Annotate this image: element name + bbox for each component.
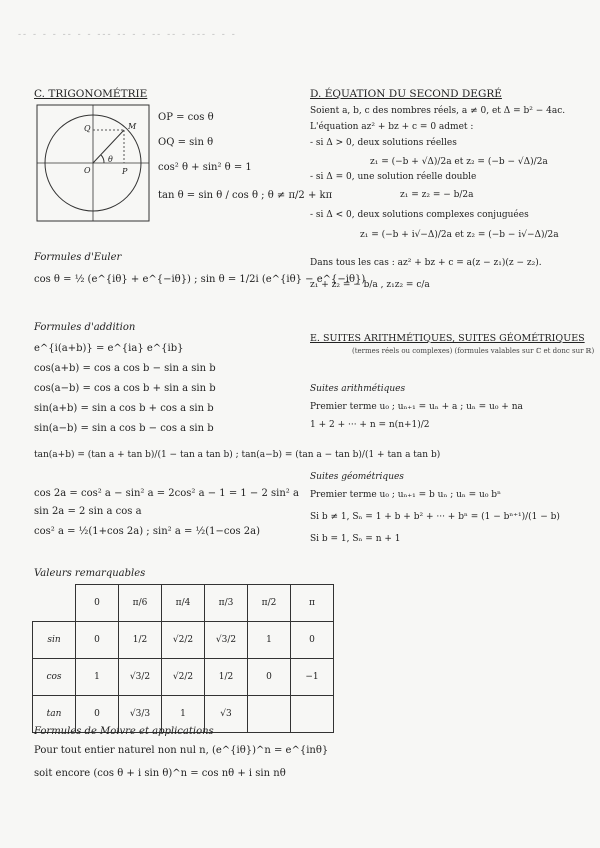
d-solution-3: z₁ = (−b + i√−Δ)/2a et z₂ = (−b − i√−Δ)/2a bbox=[360, 230, 559, 240]
row-label-cos: cos bbox=[33, 659, 76, 696]
header-cell: 0 bbox=[76, 585, 119, 622]
moivre-line-2: soit encore (cos θ + i sin θ)^n = cos nθ + i sin nθ bbox=[34, 768, 286, 779]
addition-title: Formules d'addition bbox=[34, 322, 136, 333]
pythagorean-identity: cos² θ + sin² θ = 1 bbox=[158, 162, 252, 173]
header-cell: π/4 bbox=[162, 585, 205, 622]
moivre-title: Formules de Moivre et applications bbox=[34, 726, 214, 737]
values-title: Valeurs remarquables bbox=[34, 568, 146, 579]
table-cell: 1/2 bbox=[119, 622, 162, 659]
table-corner bbox=[33, 585, 76, 622]
cos-difference: cos(a−b) = cos a cos b + sin a sin b bbox=[34, 383, 216, 394]
table-cell: −1 bbox=[291, 659, 334, 696]
geo-line-2: Si b ≠ 1, Sₙ = 1 + b + b² + ··· + bⁿ = (1 − bⁿ⁺¹)/(1 − b) bbox=[310, 512, 560, 522]
geo-line-3: Si b = 1, Sₙ = n + 1 bbox=[310, 534, 401, 544]
arith-title: Suites arithmétiques bbox=[310, 384, 406, 394]
row-label-tan: tan bbox=[33, 696, 76, 733]
d-case-2: - si Δ = 0, une solution réelle double bbox=[310, 172, 477, 182]
geo-line-1: Premier terme u₀ ; uₙ₊₁ = b uₙ ; uₙ = u₀ bⁿ bbox=[310, 490, 501, 500]
point-q-label: Q bbox=[84, 124, 91, 133]
table-cell: 0 bbox=[248, 659, 291, 696]
header-cell: π/6 bbox=[119, 585, 162, 622]
table-cell: 1 bbox=[248, 622, 291, 659]
table-cell: 1 bbox=[76, 659, 119, 696]
d-solution-1: z₁ = (−b + √Δ)/2a et z₂ = (−b − √Δ)/2a bbox=[370, 157, 548, 167]
table-cell: 0 bbox=[76, 696, 119, 733]
d-intro-2: L'équation az² + bz + c = 0 admet : bbox=[310, 122, 474, 132]
geo-title: Suites géométriques bbox=[310, 472, 404, 482]
arith-line-2: 1 + 2 + ··· + n = n(n+1)/2 bbox=[310, 420, 430, 430]
point-o-label: O bbox=[84, 166, 91, 175]
oq-equals-sin: OQ = sin θ bbox=[158, 137, 214, 148]
section-e-subtitle: (termes réels ou complexes) (formules valables sur ℂ et donc sur ℝ) bbox=[352, 347, 595, 355]
table-cell: 1 bbox=[162, 696, 205, 733]
op-equals-cos: OP = cos θ bbox=[158, 112, 214, 123]
angle-theta-label: θ bbox=[108, 155, 113, 164]
d-solution-2: z₁ = z₂ = − b/2a bbox=[400, 190, 474, 200]
arith-line-1: Premier terme u₀ ; uₙ₊₁ = uₙ + a ; uₙ = u₀ + na bbox=[310, 402, 523, 412]
header-cell: π bbox=[291, 585, 334, 622]
table-cell bbox=[291, 696, 334, 733]
section-c-title: C. TRIGONOMÉTRIE bbox=[34, 88, 148, 100]
section-e-title: E. SUITES ARITHMÉTIQUES, SUITES GÉOMÉTRIQUES bbox=[310, 333, 585, 344]
table-cell bbox=[248, 696, 291, 733]
d-all-cases-2: z₁ + z₂ = − b/a , z₁z₂ = c/a bbox=[310, 280, 430, 290]
sin-difference: sin(a−b) = sin a cos b − cos a sin b bbox=[34, 423, 214, 434]
table-cell: 0 bbox=[76, 622, 119, 659]
square-formulas: cos² a = ½(1+cos 2a) ; sin² a = ½(1−cos 2a) bbox=[34, 526, 261, 537]
table-cell: √2/2 bbox=[162, 622, 205, 659]
scan-top-strip: -- - - - -- - - --- -- - - -- -- - --- - - - bbox=[18, 30, 237, 40]
point-m-label: M bbox=[128, 122, 137, 131]
table-cell: √3 bbox=[205, 696, 248, 733]
table-cell: √3/2 bbox=[119, 659, 162, 696]
values-table bbox=[32, 584, 334, 733]
row-label-sin: sin bbox=[33, 622, 76, 659]
exp-sum: e^{i(a+b)} = e^{ia} e^{ib} bbox=[34, 343, 184, 354]
table-cell: 0 bbox=[291, 622, 334, 659]
table-cell: √3/2 bbox=[205, 622, 248, 659]
point-p-label: P bbox=[122, 167, 128, 176]
d-intro-1: Soient a, b, c des nombres réels, a ≠ 0, et Δ = b² − 4ac. bbox=[310, 106, 566, 116]
header-cell: π/3 bbox=[205, 585, 248, 622]
moivre-line-1: Pour tout entier naturel non nul n, (e^{iθ})^n = e^{inθ} bbox=[34, 745, 329, 756]
tan-definition: tan θ = sin θ / cos θ ; θ ≠ π/2 + kπ bbox=[158, 190, 333, 201]
euler-formulas: cos θ = ½ (e^{iθ} + e^{−iθ}) ; sin θ = 1/2i (e^{iθ} − e^{−iθ}) bbox=[34, 274, 366, 285]
table-cell: 1/2 bbox=[205, 659, 248, 696]
sin-double-angle: sin 2a = 2 sin a cos a bbox=[34, 506, 142, 517]
table-cell: √2/2 bbox=[162, 659, 205, 696]
header-cell: π/2 bbox=[248, 585, 291, 622]
d-all-cases-1: Dans tous les cas : az² + bz + c = a(z − z₁)(z − z₂). bbox=[310, 258, 542, 268]
tan-sum-difference: tan(a+b) = (tan a + tan b)/(1 − tan a tan b) ; tan(a−b) = (tan a − tan b)/(1 + tan a tan b) bbox=[34, 450, 441, 460]
euler-title: Formules d'Euler bbox=[34, 252, 122, 263]
cos-double-angle: cos 2a = cos² a − sin² a = 2cos² a − 1 = 1 − 2 sin² a bbox=[34, 488, 299, 499]
cos-sum: cos(a+b) = cos a cos b − sin a sin b bbox=[34, 363, 216, 374]
table-cell: √3/3 bbox=[119, 696, 162, 733]
section-d-title: D. ÉQUATION DU SECOND DEGRÉ bbox=[310, 88, 502, 100]
sin-sum: sin(a+b) = sin a cos b + cos a sin b bbox=[34, 403, 214, 414]
d-case-1: - si Δ > 0, deux solutions réelles bbox=[310, 138, 457, 148]
d-case-3: - si Δ < 0, deux solutions complexes conjuguées bbox=[310, 210, 529, 220]
